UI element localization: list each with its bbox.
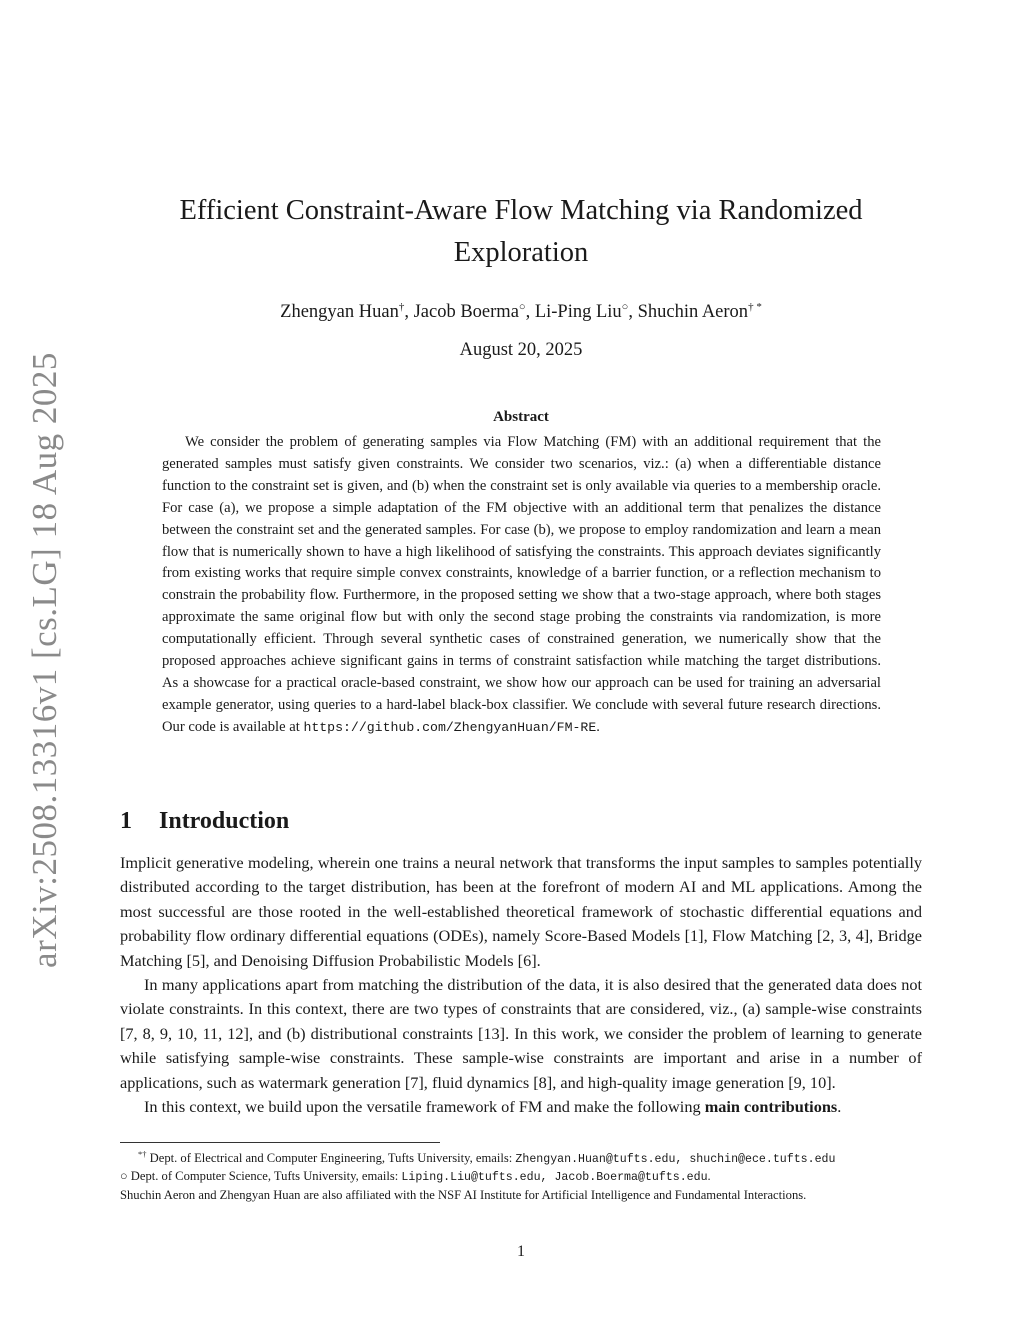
section-number: 1 [120,808,132,834]
author-name: Jacob Boerma [413,302,519,322]
abstract-text [162,432,881,739]
author-separator: , [404,302,414,322]
footnote-divider [120,1142,440,1143]
arxiv-identifier-stamp[interactable]: arXiv:2508.13316v1 [cs.LG] 18 Aug 2025 [25,352,64,968]
footnote-affiliation-ece [120,1146,922,1168]
body-paragraph: In many applications apart from matching the distribution of the data, it is also desired that the generated data does not violate constraints. In this context, there are two types of constraints that are considered, viz., (a) sample-wise constraints [7, 8, 9, 10, 11, 12], and (b) distributional constraints [13]. In this work, we consider the problem of learning to generate while satisfying sample-wise constraints. These sample-wise constraints are important and arise in a number of applications, such as watermark generation [7], fluid dynamics [8], and high-quality image generation [9, 10]. [120,975,922,1092]
code-link[interactable]: https://github.com/ZhengyanHuan/FM-RE [303,719,597,735]
author-name: Li-Ping Liu [534,302,622,322]
author-name: Zhengyan Huan [280,302,399,322]
author-affiliation-mark: ○ [621,301,629,313]
paragraph-text: In this context, we build upon the versatile framework of FM and make the following [144,1097,701,1117]
footnote-mark: *† [138,1149,147,1159]
author-list [120,294,922,325]
author-affiliation-mark: ○ [518,301,526,313]
footnote-emails[interactable]: Liping.Liu@tufts.edu, Jacob.Boerma@tufts.edu [401,1171,708,1185]
page-number: 1 [517,1243,525,1260]
author-name: Shuchin Aeron [637,302,749,322]
body-paragraph [120,1095,922,1119]
footnotes [120,1146,922,1204]
paragraph-end: . [837,1097,842,1117]
section-title: Introduction [159,808,290,834]
footnote-mark: ○ [120,1169,128,1184]
author-affiliation-mark: † * [748,301,762,313]
footnote-affiliation-cs [120,1168,922,1186]
footnote-emails[interactable]: Zhengyan.Huan@tufts.edu, shuchin@ece.tufts.edu [515,1153,836,1166]
author-separator: , [525,302,535,322]
abstract-paragraph: We consider the problem of generating samples via Flow Matching (FM) with an additional requirement that the generated samples must satisfy given constraints. We consider two scenarios, viz.: (a) when a differentiable distance function to the constraint set is given, and (b) when the constraint set is only available via queries to a membership oracle. For case (a), we propose a simple adaptation of the FM objective with an additional term that penalizes the distance between the constraint set and the generated samples. For case (b), we propose to employ randomization and learn a mean flow that is numerically shown to have a high likelihood of satisfying the constraints. This approach deviates significantly from existing works that require simple convex constraints, knowledge of a barrier function, or a reflection mechanism to constrain the probability flow. Furthermore, in the proposed setting we show that a two-stage approach, where both stages approximate the same original flow but with only the second stage probing the constraints via randomization, is more computationally efficient. Through several synthetic cases of constrained generation, we numerically show that the proposed approaches achieve significant gains in terms of constraint satisfaction while matching the target distributions. As a showcase for a practical oracle-based constraint, we show how our approach can be used for training an adversarial example generator, using queries to a hard-label black-box classifier. We conclude with several future research directions. Our code is available at [162,434,881,735]
author-affiliation-mark: † [398,301,405,313]
footnote-end-punctuation: . [707,1169,711,1184]
footnote-text: Dept. of Electrical and Computer Engineering, Tufts University, emails: [149,1151,513,1165]
publication-date: August 20, 2025 [459,340,583,360]
body-paragraph: Implicit generative modeling, wherein one trains a neural network that transforms the input samples to samples potentially distributed according to the target distribution, has been at the forefront of modern AI and ML applications. Among the most successful are those rooted in the well-established theoretical framework of stochastic differential equations and probability flow ordinary differential equations (ODEs), namely Score-Based Models [1], Flow Matching [2, 3, 4], Bridge Matching [5], and Denoising Diffusion Probabilistic Models [6]. [120,853,922,970]
abstract-heading: Abstract [493,409,549,425]
footnote-text: Dept. of Computer Science, Tufts University, emails: [130,1169,399,1184]
author-separator: , [628,302,638,322]
paper-title: Efficient Constraint-Aware Flow Matching via Randomized Exploration [179,195,863,268]
introduction-body [120,851,922,1119]
footnote-affiliation-nsf: Shuchin Aeron and Zhengyan Huan are also affiliated with the NSF AI Institute for Artificial Intelligence and Fundamental Interactions. [120,1187,807,1202]
section-heading-introduction [120,806,289,836]
abstract-end-punctuation: . [596,718,600,735]
emphasis-text: main contributions [704,1097,838,1117]
